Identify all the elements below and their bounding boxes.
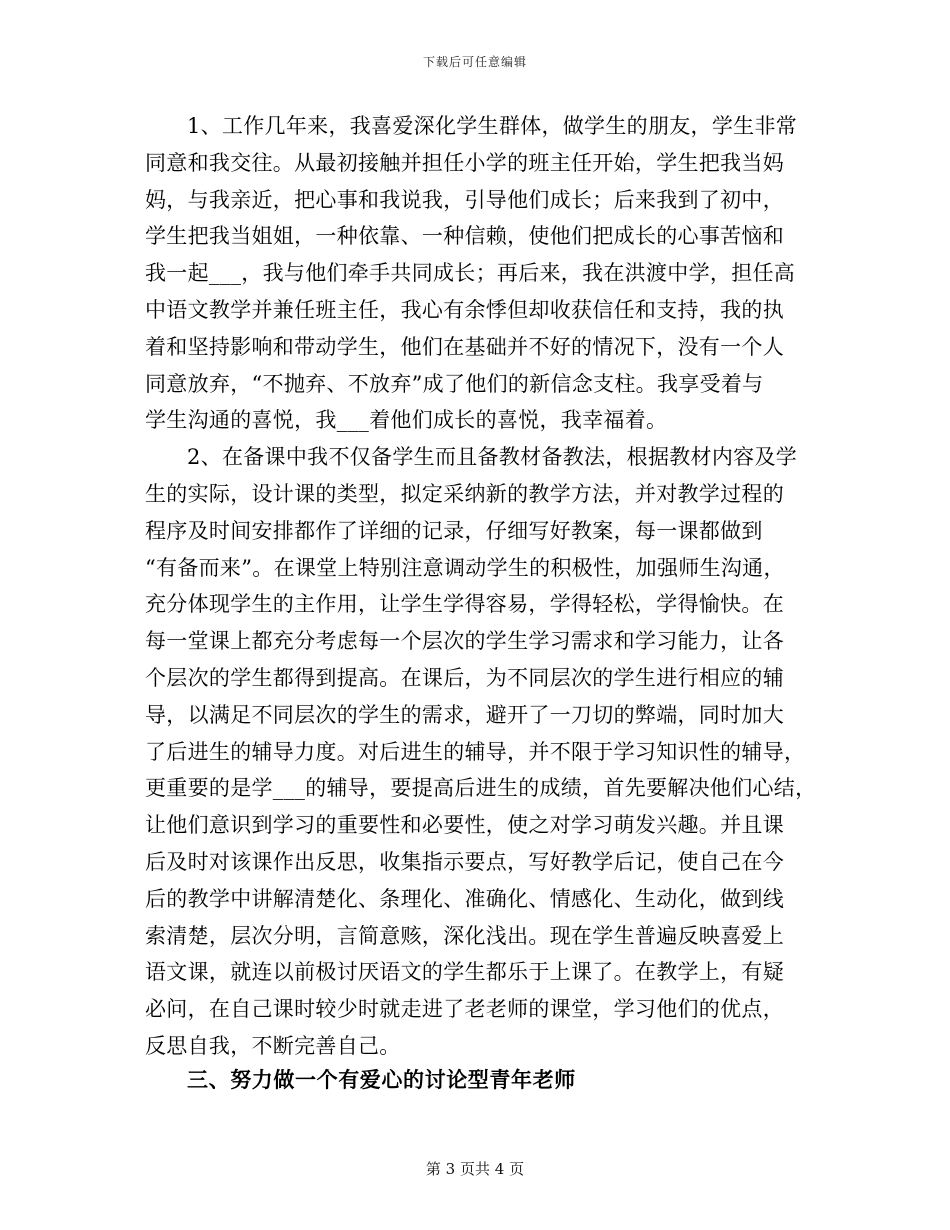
paragraph-1-line: 同意和我交往。从最初接触并担任小学的班主任开始，学生把我当妈: [145, 150, 784, 175]
paragraph-2-line: 反思自我，不断完善自己。: [145, 1033, 401, 1058]
paragraph-2-line: 后及时对该课作出反思，收集指示要点，写好教学后记，使自己在今: [145, 849, 784, 874]
paragraph-2-line: 语文课，就连以前极讨厌语文的学生都乐于上课了。在教学上，有疑: [145, 960, 784, 985]
paragraph-2-line: 更重要的是学___的辅导，要提高后进生的成绩，首先要解决他们心结，: [145, 776, 817, 801]
paragraph-2-line: 个层次的学生都得到提高。在课后，为不同层次的学生进行相应的辅: [145, 665, 784, 690]
paragraph-2-line: 索清楚，层次分明，言简意赅，深化浅出。现在学生普遍反映喜爱上: [145, 923, 784, 948]
page-header: 下载后可任意编辑: [422, 55, 527, 69]
paragraph-2-line: 生的实际，设计课的类型，拟定采纳新的教学方法，并对教学过程的: [145, 481, 784, 506]
paragraph-1-line: 学生沟通的喜悦，我___着他们成长的喜悦，我幸福着。: [145, 408, 668, 433]
paragraph-2-line: “有备而来”。在课堂上特别注意调动学生的积极性，加强师生沟通，: [145, 555, 785, 580]
section-heading: 三、努力做一个有爱心的讨论型青年老师: [187, 1067, 576, 1092]
paragraph-2-line: 让他们意识到学习的重要性和必要性，使之对学习萌发兴趣。并且课: [145, 813, 784, 838]
paragraph-1-line: 妈，与我亲近，把心事和我说我，引导他们成长；后来我到了初中，: [145, 187, 784, 212]
paragraph-2-line: 后的教学中讲解清楚化、条理化、准确化、情感化、生动化，做到线: [145, 886, 784, 911]
paragraph-2-line: 程序及时间安排都作了详细的记录，仔细写好教案，每一课都做到: [145, 518, 763, 543]
body-text: [145, 108, 830, 1065]
paragraph-1-line: 中语文教学并兼任班主任，我心有余悸但却收获信任和支持，我的执: [145, 297, 784, 322]
paragraph-2-line: 充分体现学生的主作用，让学生学得容易，学得轻松，学得愉快。在: [145, 592, 784, 617]
paragraph-1-line: 同意放弃，“不抛弃、不放弃”成了他们的新信念支柱。我享受着与: [145, 371, 764, 396]
paragraph-2-line: 必问，在自己课时较少时就走进了老老师的课堂，学习他们的优点，: [145, 997, 784, 1022]
paragraph-2-line: 了后进生的辅导力度。对后进生的辅导，并不限于学习知识性的辅导，: [145, 739, 806, 764]
paragraph-1-line: 1、工作几年来，我喜爱深化学生群体，做学生的朋友，学生非常: [187, 114, 798, 138]
paragraph-2-line: 导，以满足不同层次的学生的需求，避开了一刀切的弊端，同时加大: [145, 702, 784, 727]
paragraph-2-line: 每一堂课上都充分考虑每一个层次的学生学习需求和学习能力，让各: [145, 629, 784, 654]
paragraph-1-line: 我一起___，我与他们牵手共同成长；再后来，我在洪渡中学，担任高: [145, 261, 796, 286]
paragraph-1-line: 着和坚持影响和带动学生，他们在基础并不好的情况下，没有一个人: [145, 334, 784, 359]
paragraph-1-line: 学生把我当姐姐，一种依靠、一种信赖，使他们把成长的心事苦恼和: [145, 224, 784, 249]
page-footer: 第 3 页共 4 页: [425, 1160, 525, 1178]
paragraph-2-line: 2、在备课中我不仅备学生而且备教材备教法，根据教材内容及学: [187, 445, 798, 470]
